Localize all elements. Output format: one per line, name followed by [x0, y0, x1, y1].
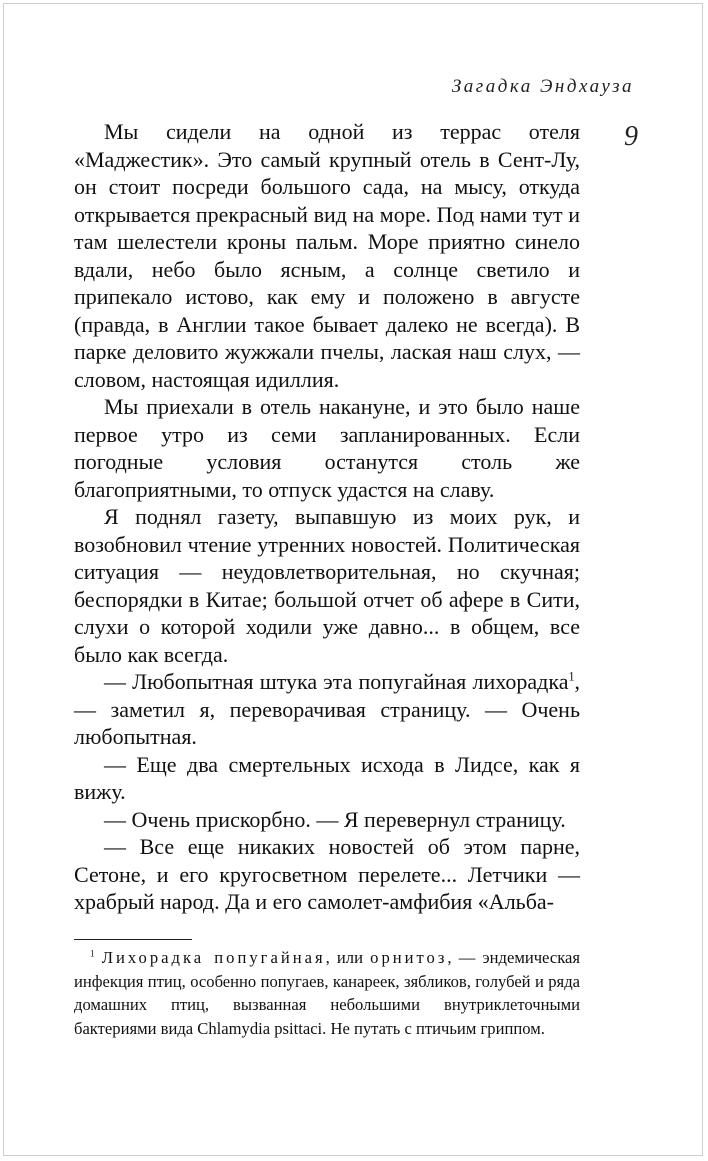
paragraph-3: Я поднял газету, выпавшую из моих рук, и возобновил чтение утренних новостей. Политическая ситуация — неудовлетворительная, но скучная; беспорядки в Китае; большой отчет об афере в Сити, слухи о которой ходили уже давно... в общем, все было как всегда.: [74, 504, 580, 667]
footnote-term: Лихорадка попугайная: [101, 948, 326, 967]
body-text: [74, 118, 580, 916]
footnote-text-2: , — эндемическая инфекция птиц, особенно попугаев, канареек, зябликов, голубей и ряда домашних птиц, вызванная небольшими внутриклеточными бактериями вида Chlamydia psittaci. Не путать с птичьим гриппом.: [74, 948, 580, 1038]
paragraph-1: Мы сидели на одной из террас отеля «Маджестик». Это самый крупный отель в Сент-Лу, он стоит посреди большого сада, на мысу, откуда открывается прекрасный вид на море. Под нами тут и там шелестели кроны пальм. Море приятно синело вдали, небо было ясным, а солнце светило и припекало истово, как ему и положено в августе (правда, в Англии такое бывает далеко не всегда). В парке деловито жужжали пчелы, лаская наш слух, — словом, настоящая идиллия.: [74, 119, 580, 392]
footnote-text: [74, 946, 580, 1040]
paragraph-4-end: , — заметил я, переворачивая страницу. — Очень любопытная.: [74, 669, 580, 749]
paragraph-6: — Очень прискорбно. — Я перевернул страницу.: [104, 806, 566, 832]
paragraph-5: — Еще два смертельных исхода в Лидсе, как я вижу.: [74, 751, 580, 804]
footnote: [74, 946, 580, 1040]
paragraph-4-start: — Любопытная штука эта попугайная лихорадка: [104, 669, 569, 694]
footnote-term-2: орнитоз: [370, 948, 448, 967]
paragraph-2: Мы приехали в отель накануне, и это было наше первое утро из семи запланированных. Если погодные условия останутся столь же благоприятными, то отпуск удастся на славу.: [74, 394, 580, 502]
footnote-text-1: , или: [325, 948, 371, 967]
footnote-separator: [74, 939, 192, 940]
paragraph-7: — Все еще никаких новостей об этом парне, Сетоне, и его кругосветном перелете... Летчики — храбрый народ. Да и его самолет-амфибия «Альба-: [74, 834, 580, 914]
paragraph-4: [74, 668, 580, 751]
running-title: Загадка Эндхауза: [451, 76, 634, 97]
footnote-reference: 1: [568, 669, 575, 684]
page-number: 9: [624, 121, 638, 152]
footnote-marker: 1: [90, 948, 95, 959]
